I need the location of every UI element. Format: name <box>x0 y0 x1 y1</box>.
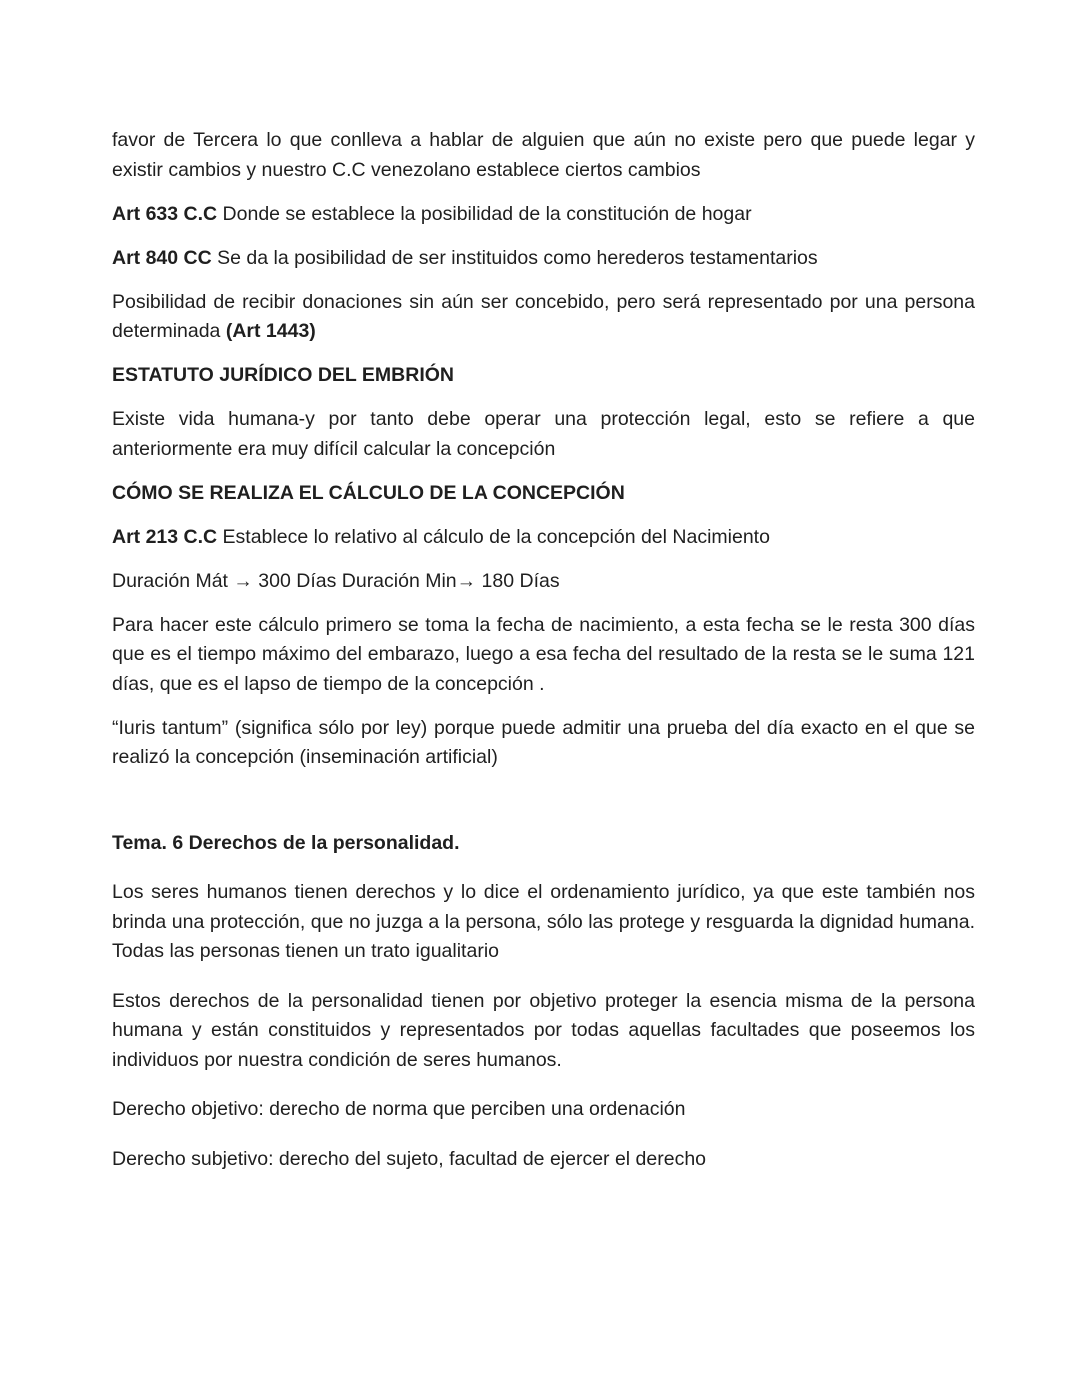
paragraph-derecho-objetivo: Derecho objetivo: derecho de norma que perciben una ordenación <box>112 1098 686 1120</box>
paragraph-duracion: Duración Mát → 300 Días Duración Min→ 180 Días <box>112 569 560 592</box>
article-840-text: Se da la posibilidad de ser instituidos como herederos testamentarios <box>211 246 818 269</box>
article-633-text: Donde se establece la posibilidad de la constitución de hogar <box>217 202 752 225</box>
paragraph-art-840 <box>112 244 975 274</box>
paragraph-donaciones <box>112 288 975 347</box>
article-ref-1443: (Art 1443) <box>225 320 316 342</box>
heading-estatuto-embrion: ESTATUTO JURÍDICO DEL EMBRIÓN <box>112 364 454 386</box>
paragraph-art-633 <box>112 200 975 230</box>
paragraph-vida-humana: Existe vida humana-y por tanto debe operar una protección legal, esto se refiere a que anteriormente era muy difícil calcular la concepción <box>112 408 975 460</box>
paragraph-intro-continuation: favor de Tercera lo que conlleva a hablar de alguien que aún no existe pero que puede legar y existir cambios y nuestro C.C venezolano establece ciertos cambios <box>112 129 975 181</box>
paragraph-iuris-tantum: “Iuris tantum” (significa sólo por ley) porque puede admitir una prueba del día exacto en el que se realizó la concepción (inseminación artificial) <box>112 716 975 768</box>
paragraph-art-213 <box>112 523 975 553</box>
article-ref-633: Art 633 C.C <box>112 202 218 225</box>
document-page <box>112 126 975 1189</box>
article-ref-213: Art 213 C.C <box>112 525 218 548</box>
donaciones-text: Posibilidad de recibir donaciones sin aún ser concebido, pero será representado por una persona determinada <box>112 290 975 342</box>
heading-calculo-concepcion: CÓMO SE REALIZA EL CÁLCULO DE LA CONCEPCIÓN <box>112 481 625 504</box>
paragraph-seres-humanos: Los seres humanos tienen derechos y lo dice el ordenamiento jurídico, ya que este también nos brinda una protección, que no juzga a la persona, sólo las protege y resguarda la dignidad humana. Todas las personas tienen un trato igualitario <box>112 881 975 962</box>
paragraph-derechos-personalidad: Estos derechos de la personalidad tienen por objetivo proteger la esencia misma de la persona humana y están constituidos y representados por todas aquellas facultades que poseemos los individuos por nuestra condición de seres humanos. <box>112 989 975 1071</box>
article-213-text: Establece lo relativo al cálculo de la concepción del Nacimiento <box>217 525 770 548</box>
paragraph-derecho-subjetivo: Derecho subjetivo: derecho del sujeto, facultad de ejercer el derecho <box>112 1147 707 1170</box>
article-ref-840: Art 840 CC <box>112 246 212 269</box>
paragraph-calculo-explicacion: Para hacer este cálculo primero se toma la fecha de nacimiento, a esta fecha se le resta 300 días que es el tiempo máximo del embarazo, luego a esa fecha del resultado de la resta se le suma 121 días, que es el lapso de tiempo de la concepción . <box>112 613 975 695</box>
heading-tema-6: Tema. 6 Derechos de la personalidad. <box>112 831 460 854</box>
